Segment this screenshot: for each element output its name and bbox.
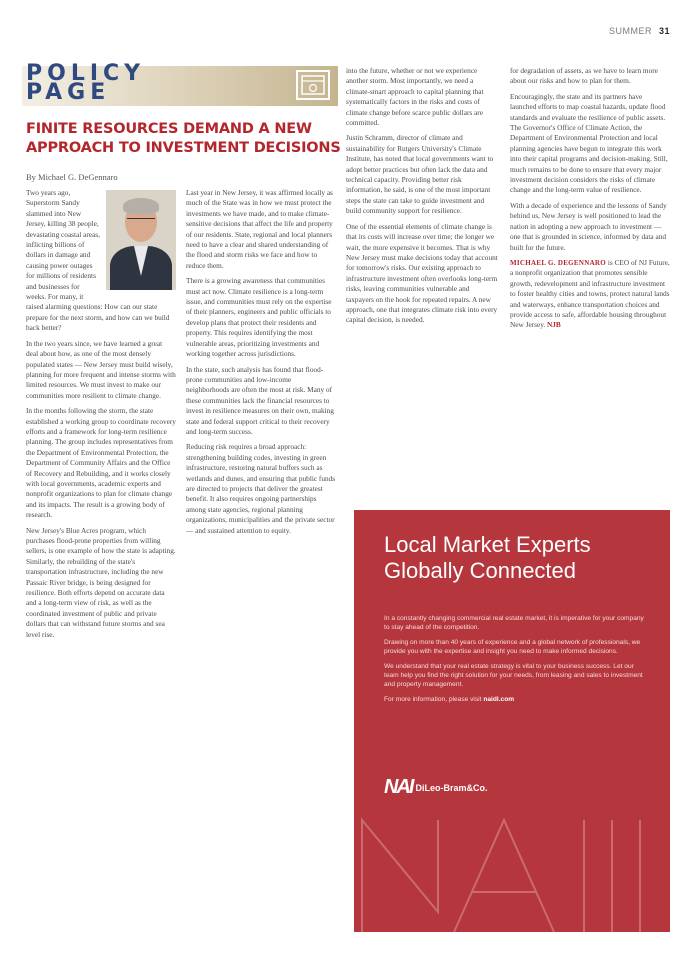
author-bio-name: MICHAEL G. DEGENNARO	[510, 258, 607, 267]
col3-paragraph: Justin Schramm, director of climate and sustainability for Rutgers University's Climate Institute, has noted that local governments want to adopt better practices but often lack the data and technical capacity. Providing better risk information, he said, is one of the most important steps the state can take to guide investment and build community support for resilience.	[346, 133, 494, 216]
ad-headline: Local Market Experts Globally Connected	[384, 532, 591, 583]
col2-paragraph: In the state, such analysis has found that flood-prone communities and low-income neighborhoods are often the most at risk. Many of these communities lack the financial resources to invest in resilience measures on their own, making state and federal support critical to their recovery and long-term success.	[186, 364, 334, 436]
logo-name: DiLeo-Bram&Co.	[415, 782, 488, 793]
article-column-1	[26, 188, 176, 930]
end-mark: NJB	[547, 320, 561, 330]
ad-body-paragraph: We understand that your real estate strategy is vital to your business success. Let our team help you find the right solution for your needs, from leasing and sales to investment and property management.	[384, 663, 643, 688]
col3-paragraph: into the future, whether or not we experience another storm. Most importantly, we need a climate-smart approach to capital planning that systematically factors in the risks and costs of climate change before scarce public dollars are committed.	[346, 66, 484, 128]
article-column-3	[346, 66, 498, 496]
policy-title-line1: POLICY	[26, 61, 146, 86]
logo-mark: NAI	[384, 776, 413, 798]
ad-contact-prefix: For more information, please visit	[384, 696, 484, 703]
col2-paragraph: There is a growing awareness that communities must act now. Climate resilience is a long-term issue, and communities must rely on the expertise of their planners, engineers and public officials to develop plans that protect their residents and property. This requires identifying the most vulnerable areas, prioritizing investments and working together across jurisdictions.	[186, 276, 332, 359]
col1-paragraph: In the months following the storm, the state established a working group to coordinate recovery efforts and a framework for long-term resilience planning. The group includes representatives from the Department of Environmental Protection, the Department of Community Affairs and the Office of Recovery and Rebuilding, and it works closely with local governments, academic experts and nonprofit organizations to plan for climate change and its impacts. The result is a growing body of research.	[26, 406, 176, 520]
article-headline: FINITE RESOURCES DEMAND A NEW APPROACH TO INVESTMENT DECISIONS	[26, 121, 341, 156]
ad-contact	[384, 695, 646, 704]
col4-paragraph: With a decade of experience and the lessons of Sandy behind us, New Jersey is well positioned to lead the nation in adopting a new approach to investment — one that is grounded in science, informed by data and built for the future.	[510, 200, 667, 252]
col2-paragraph: Last year in New Jersey, it was affirmed locally as much of the State was in how we must protect the investments we have made, and to make climate-sensitive decisions that affect the life and property of our residents. State, regional and local planners need to have a clear and shared understanding of the flood and storm risks we face and how to reduce them.	[186, 188, 333, 270]
col2-paragraph: Reducing risk requires a broad approach: strengthening building codes, investing in green infrastructure, restoring natural buffers such as wetlands and dunes, and ensuring that public funds are directed to projects that deliver the greatest benefit. It also requires ongoing partnerships among state agencies, regional planning organizations, municipalities and the private sector — and sustained attention to equity.	[186, 442, 336, 535]
ad-large-logo-graphic	[354, 800, 670, 932]
col1-paragraph: New Jersey's Blue Acres program, which purchases flood-prone properties from willing sellers, is one example of how the state is adapting. Similarly, the rebuilding of the state's transportation infrastructure, including the new Passaic River bridge, is being designed for resilience. Both efforts depend on accurate data and a long-term view of risk, as well as the coordinated investment of public and private dollars that can withstand future storms and sea level rise.	[26, 525, 176, 639]
policy-title-line2: PAGE	[26, 80, 111, 105]
article-column-4	[510, 66, 670, 466]
article-column-2	[186, 188, 336, 930]
document-icon	[296, 70, 330, 100]
col4-paragraph: Encouragingly, the state and its partners have launched efforts to map coastal hazards, update flood standards and evaluate the resilience of public assets. The Governor's Office of Climate Action, the Department of Environmental Protection and local planning agencies have begun to integrate this work into their capital programs and decision-making. Still, much remains to be done to ensure that every major investment decision considers the risks of climate change and the long-term value of resilience.	[510, 91, 668, 195]
article-byline: By Michael G. DeGennaro	[26, 172, 118, 182]
col1-paragraph: In the two years since, we have learned a great deal about how, as one of the most densely populated states — New Jersey must build wisely, planning for more frequent and intense storms with limited resources. We must invest to make our communities more resilient to climate change.	[26, 338, 176, 400]
ad-website-link[interactable]: naidl.com	[483, 696, 515, 703]
col3-paragraph: One of the essential elements of climate change is that its costs will increase over time; the longer we wait, the more expensive it becomes. That is why New Jersey must make decisions today that account for tomorrow's risks. Our existing approach to infrastructure investment often overlooks long-term risks, leaving communities vulnerable and taxpayers on the hook for repeated repairs. A new approach, one that integrates climate risk into every capital decision, is needed.	[346, 221, 498, 325]
policy-page-title	[26, 61, 146, 105]
running-head	[609, 26, 670, 36]
author-bio-text: is CEO of NJ Future, a nonprofit organization that promotes sensible growth, redevelopment and infrastructure investment to foster healthy cities and towns, protect natural lands and waterways, enhance transportation choices and provide access to safe, affordable housing throughout New Jersey.	[510, 257, 670, 330]
col1-paragraph: Two years ago, Superstorm Sandy slammed into New Jersey, killing 38 people, devastating coastal areas, inflicting billions of dollars in damage and causing power outages for millions of residents and businesses for weeks. For many, it raised alarming questions: How can our state prepare for the next storm, and how can we build back better?	[26, 188, 170, 333]
author-bio	[510, 258, 670, 331]
company-logo[interactable]	[384, 776, 487, 799]
ad-body-paragraph: In a constantly changing commercial real estate market, it is imperative for your company to stay ahead of the competition.	[384, 615, 644, 631]
advertisement[interactable]	[354, 510, 670, 932]
author-portrait	[106, 190, 176, 290]
page-number: 31	[658, 26, 670, 36]
col4-paragraph: for degradation of assets, as we have to learn more about our risks and how to plan for them.	[510, 66, 658, 86]
ad-body-paragraph: Drawing on more than 40 years of experience and a global network of professionals, we provide you with the expertise and insight you need to make informed decisions.	[384, 639, 641, 655]
ad-body	[384, 614, 646, 710]
running-head-section: SUMMER	[608, 26, 652, 36]
